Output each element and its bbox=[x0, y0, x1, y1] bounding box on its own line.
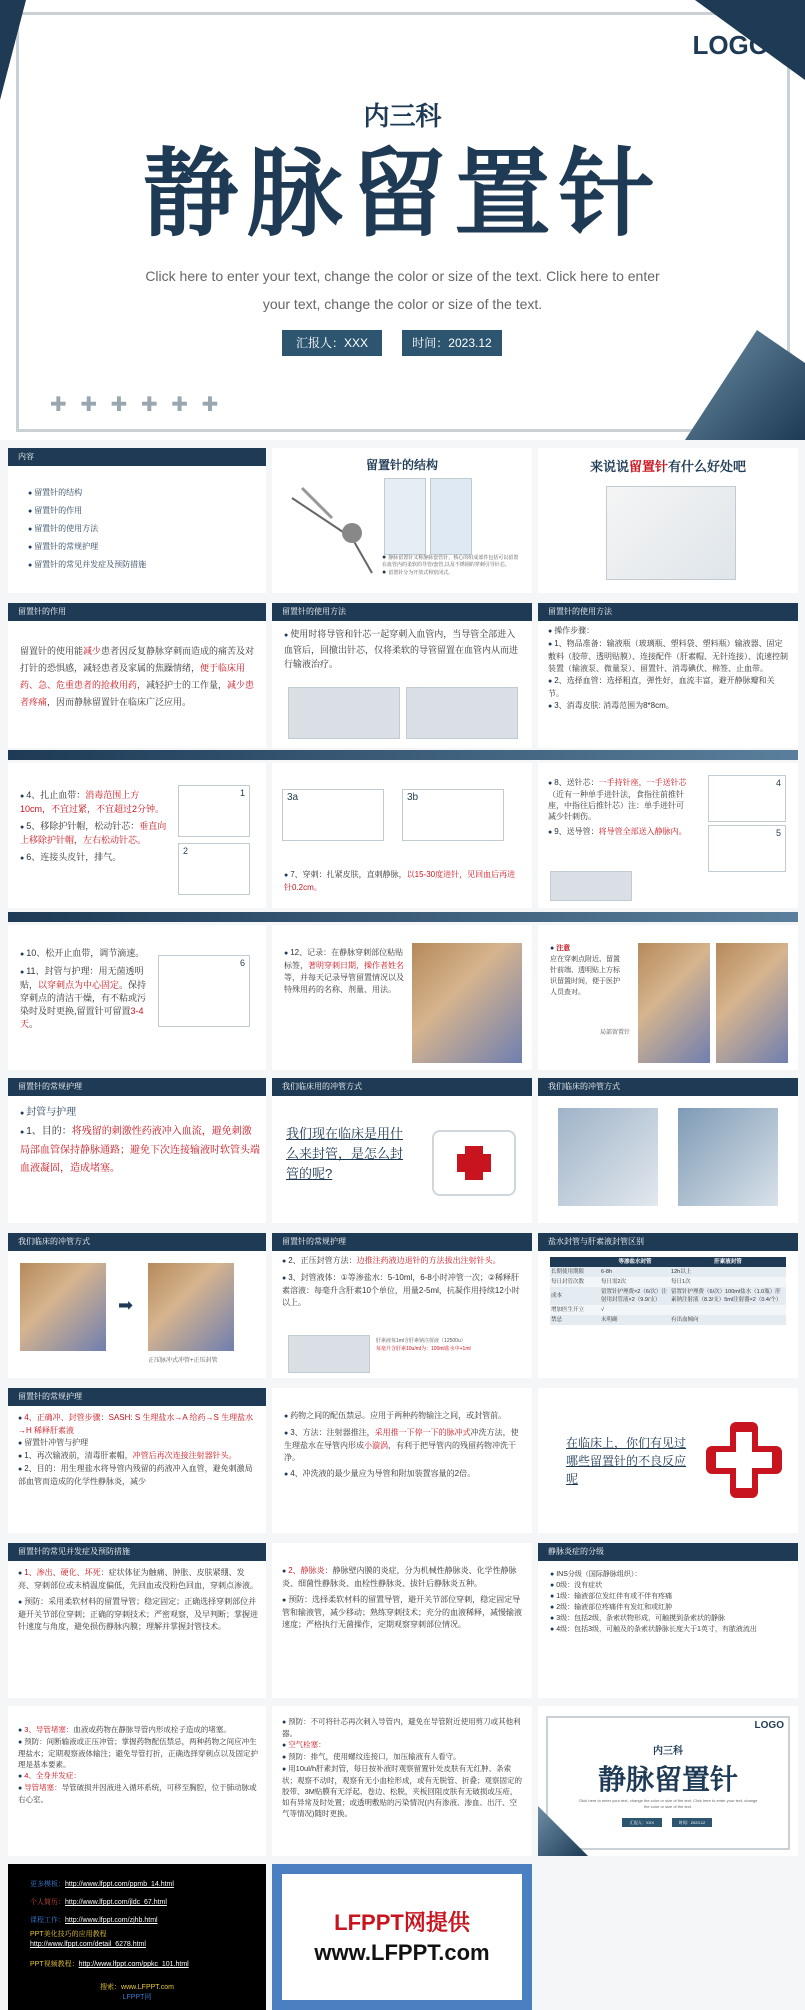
table-cell: 留置针护理费×2（6/次）注射用封管液×2（9.9/支） bbox=[601, 1289, 667, 1303]
grade-item: ● 4级：包括3级，可触及的条索状静脉长度大于1英寸，有脓液流出 bbox=[550, 1624, 790, 1635]
arm-photo bbox=[638, 943, 710, 1063]
slide-title bbox=[538, 456, 798, 475]
step-highlight: 以15-30度进针，见回血后再进针0.2cm。 bbox=[284, 870, 516, 892]
slide-header: 留置针的使用方法 bbox=[272, 603, 532, 621]
complication-title: 1、渗出、硬化、坏死： bbox=[24, 1568, 109, 1577]
cover-subtitle: Click here to enter your text, change the color or size of the text. Click here to enter your text, change the color or size of the text. bbox=[145, 268, 660, 312]
link-item[interactable]: PPT美化技巧的应用教程 http://www.lfppt.com/detail_6278.html bbox=[30, 1930, 260, 1950]
slide-complications-4 bbox=[272, 1706, 532, 1856]
step-illustration bbox=[282, 789, 384, 841]
care-text-line: ● 4、冲洗液的最少量应为导管和附加装置容量的2倍。 bbox=[284, 1468, 522, 1481]
step-illustration bbox=[708, 775, 786, 822]
step-illustration bbox=[708, 825, 786, 872]
slide-brand bbox=[272, 1864, 532, 2010]
note-text: ● 留置针分为开放式和密闭式。 bbox=[382, 569, 522, 577]
care-label: 2、正压封管方法： bbox=[288, 1256, 357, 1265]
plus-decoration: ✚ ✚ ✚ ✚ ✚ ✚ bbox=[50, 394, 223, 416]
catheter-photo bbox=[430, 478, 472, 555]
slide-flush-2 bbox=[8, 1233, 266, 1378]
complication-title: 2、静脉炎： bbox=[288, 1566, 333, 1575]
step-number: 1 bbox=[239, 788, 245, 798]
care-text bbox=[20, 1104, 260, 1178]
slide-step-10 bbox=[8, 925, 266, 1070]
care-text bbox=[284, 1410, 522, 1481]
slide-step-7 bbox=[272, 763, 532, 908]
grade-item: ● 2级：输液部位疼痛伴有发红和或红肿 bbox=[550, 1602, 790, 1613]
link-item[interactable]: 课程工作：http://www.lfppt.com/zjhb.html bbox=[30, 1917, 158, 1924]
step-label: ● 10、松开止血带，调节滴速。 bbox=[20, 947, 150, 961]
step-highlight: 以穿刺点为中心固定 bbox=[38, 980, 120, 990]
grade-item: ● 0级：没有症状 bbox=[550, 1580, 790, 1591]
step-12 bbox=[284, 947, 404, 996]
slide-header: 我们临床的冲管方式 bbox=[538, 1078, 798, 1096]
text-highlight: 减少 bbox=[83, 646, 102, 656]
logo: LOGO bbox=[754, 1720, 784, 1731]
care-subtitle: ● 留置针冲管与护理 bbox=[18, 1437, 258, 1450]
care-highlight: 将残留的刺激性药液冲入血流，避免刺激局部血管保持静脉通路；避免下次连接输液时软管头端血液凝固，造成堵塞。 bbox=[20, 1126, 260, 1174]
cover-slide bbox=[0, 0, 805, 440]
slide-flush-question bbox=[272, 1078, 532, 1223]
step-label: （近有一种单手进针法，食指往前推针座，中指往后推针芯）注：单手进针可减少针刺伤。 bbox=[548, 790, 684, 821]
link-item[interactable]: 更多模板：http://www.lfppt.com/ppmb_14.html bbox=[30, 1881, 174, 1888]
care-text-line: ● 2、目的：用生理盐水将导管内残留的药液冲入血管，避免刺激局部血管而造成的化学性静脉炎，减少 bbox=[18, 1463, 258, 1488]
care-highlight: 边推注药液边退针的方法拔出注射针头。 bbox=[356, 1256, 501, 1265]
step-label: 8、送针芯： bbox=[554, 778, 599, 787]
flush-question: 我们现在临床是用什么来封管，是怎么封管的呢? bbox=[286, 1126, 404, 1181]
syringe-photo bbox=[288, 1335, 370, 1373]
complication-text bbox=[18, 1724, 258, 1805]
slide-header: 留置针的使用方法 bbox=[538, 603, 798, 621]
grading-list bbox=[550, 1569, 790, 1635]
complication-desc: 血液或药物在静脉导管内形成栓子造成的堵塞。 bbox=[73, 1725, 231, 1734]
slide-structure bbox=[272, 448, 532, 593]
complication-text bbox=[282, 1565, 524, 1631]
step-number: 3b bbox=[407, 792, 419, 803]
slide-header: 内容 bbox=[8, 448, 266, 466]
table-cell bbox=[670, 1305, 786, 1315]
time-badge: 时间：2023.12 bbox=[402, 330, 502, 356]
toc-item: ● 留置针的作用 bbox=[28, 502, 146, 520]
slide-header: 我们临床的冲管方式 bbox=[8, 1233, 266, 1251]
step-number: 4 bbox=[775, 778, 781, 788]
slide-table bbox=[538, 1233, 798, 1378]
logo: LOGO bbox=[692, 30, 769, 60]
title-highlight: 留置针 bbox=[628, 459, 668, 474]
complication-title: ● 4、全身并发症： bbox=[18, 1770, 258, 1782]
step-illustration bbox=[178, 843, 250, 895]
step-number: 2 bbox=[183, 846, 189, 856]
department-label: 内三科 bbox=[653, 1746, 683, 1757]
table-cell: 未明确 bbox=[601, 1317, 618, 1323]
table-header-row bbox=[550, 1257, 786, 1267]
arm-photo bbox=[20, 1263, 106, 1351]
slide-step-8 bbox=[538, 763, 798, 908]
column-header: 肝素液封管 bbox=[714, 1259, 742, 1265]
step-8 bbox=[548, 777, 688, 838]
search-link[interactable]: 搜索：www.LFPPT.com bbox=[100, 1984, 174, 1991]
step-label: 5、移除护针帽，松动针芯： bbox=[26, 821, 140, 831]
care-label: ，有利于把导管内的残留药物冲洗干净。 bbox=[284, 1441, 516, 1462]
link-list bbox=[30, 1876, 260, 1974]
step-highlight: 将导管全部送入静脉内。 bbox=[598, 827, 687, 836]
slide-note bbox=[538, 925, 798, 1070]
care-subtitle: ● 封管与护理 bbox=[20, 1104, 260, 1123]
caption-line: 每毫升含肝素10u/ml为：100ml盐水中+1ml bbox=[376, 1346, 471, 1352]
table-cell: 每日需2次 bbox=[601, 1279, 627, 1285]
step-illustration bbox=[402, 789, 504, 841]
grade-item: ● INS分级（国际静脉组织）： bbox=[550, 1569, 790, 1580]
function-text bbox=[20, 643, 255, 711]
link-item[interactable]: PPT视频教程：http://www.lfppt.com/ppkc_101.html bbox=[30, 1961, 189, 1968]
step-highlight: 消毒范围上方10cm，不宜过紧，不宜超过2分钟。 bbox=[20, 790, 165, 814]
slide-header: 留置针的常规护理 bbox=[8, 1388, 266, 1406]
step-10 bbox=[20, 947, 150, 1031]
step-illustration bbox=[158, 955, 250, 1027]
slide-care-3 bbox=[8, 1388, 266, 1533]
slide-header: 我们临床用的冲管方式 bbox=[272, 1078, 532, 1096]
time-badge: 时间：2023.12 bbox=[672, 1818, 712, 1827]
step-4 bbox=[20, 789, 170, 865]
step-highlight: 著明穿刺日期，操作者姓名 bbox=[308, 961, 404, 970]
complication-title: ● 空气栓塞： bbox=[282, 1739, 524, 1751]
slide-benefits bbox=[538, 448, 798, 593]
slide-usage-2 bbox=[538, 603, 798, 748]
slide-flush-image bbox=[538, 1078, 798, 1223]
step-number: 6 bbox=[239, 958, 245, 968]
step-label: 4、扎止血带： bbox=[26, 790, 86, 800]
toc-item: ● 留置针的常见并发症及预防措施 bbox=[28, 556, 146, 574]
slide-links bbox=[8, 1864, 266, 2010]
table-cell: 留置针护理费（6/次）100ml盐水（1.0瓶）肝素钠注射液（8.3/支）5ml注射器×2（0.4/个） bbox=[671, 1289, 782, 1303]
care-text-line: ● 药物之间的配伍禁忌。应用于两种药物输注之间，或封管前。 bbox=[284, 1410, 522, 1423]
step-illustration bbox=[178, 785, 250, 837]
comparison-table bbox=[550, 1257, 786, 1325]
slide-header: 留置针的常规护理 bbox=[8, 1078, 266, 1096]
title-part: 有什么好处吧 bbox=[668, 459, 747, 474]
red-cross-icon bbox=[706, 1422, 782, 1498]
complication-prevent: ● 预防：不可将针芯再次刺入导管内，避免在导管附近使用剪刀或其他利器。 bbox=[282, 1716, 524, 1739]
toc-list bbox=[28, 484, 146, 574]
table-cell: 禁忌 bbox=[551, 1317, 563, 1323]
table-cell: 成本 bbox=[551, 1293, 563, 1299]
slide-usage-1 bbox=[272, 603, 532, 748]
step-label: 等，并每天记录导管留置情况以及特殊用药的名称、剂量、用法。 bbox=[284, 973, 404, 994]
text-highlight: 便于临床用药、急、危重患者的抢救用药， bbox=[20, 663, 246, 690]
column-header bbox=[550, 1257, 600, 1267]
table-row bbox=[550, 1315, 786, 1325]
text-run: 患者因反复静脉穿刺而造成的痛苦及对打针的恐惧感，减轻患者及家属的焦躁情绪， bbox=[20, 646, 255, 673]
catheter-package-photo bbox=[606, 486, 736, 580]
complication-text bbox=[282, 1716, 524, 1819]
note-block bbox=[550, 943, 620, 998]
step-number: 5 bbox=[775, 828, 781, 838]
slide-complications bbox=[8, 1543, 266, 1698]
text-run: 留置针的使用能 bbox=[20, 646, 84, 656]
text-run: 减轻护士的工作量， bbox=[146, 680, 228, 690]
care-highlight: 小漩涡 bbox=[364, 1441, 388, 1450]
complication-desc: 静脉壁内膜的炎症，分为机械性静脉炎、化学性静脉炎、细菌性静脉炎、血栓性静脉炎、拔针后静脉炎五种。 bbox=[282, 1566, 517, 1588]
table-cell: √ bbox=[601, 1307, 605, 1313]
note-label: 局部留置针 bbox=[600, 1030, 631, 1036]
caption-line: 肝素液每1ml含肝素钠注射液（12500u） bbox=[376, 1338, 466, 1344]
table-cell: 每日封管次数 bbox=[551, 1279, 585, 1285]
complication-title: 导管堵塞： bbox=[24, 1783, 62, 1792]
table-cell: 有出血倾向 bbox=[671, 1317, 699, 1323]
table-cell: 长期使用期限 bbox=[551, 1269, 585, 1275]
slide-header: 静脉炎症的分级 bbox=[538, 1543, 798, 1561]
step-label: ● 6、连接头皮针，排气。 bbox=[20, 851, 170, 865]
complication-prevent: ● 预防：间断输液或正压冲管；掌握药物配伍禁忌，两种药物之间应冲生理盐水；定期观察液体输注；避免导管打折，正确选择穿刺点以及固定护理是基本要素。 bbox=[18, 1736, 258, 1770]
care-text bbox=[282, 1255, 524, 1309]
table-row bbox=[550, 1277, 786, 1287]
usage-steps bbox=[548, 625, 790, 713]
step-label: 12、记录：在静脉穿刺部位粘贴标签， bbox=[284, 948, 404, 970]
slide-care bbox=[8, 1078, 266, 1223]
care-highlight: 冲管后再次连接注射器针头。 bbox=[132, 1451, 237, 1460]
brand-panel bbox=[282, 1874, 522, 2000]
care-text bbox=[18, 1412, 258, 1488]
department-label: 内三科 bbox=[363, 101, 442, 131]
grade-item: ● 1级：输液部位发红伴有或不伴有疼痛 bbox=[550, 1591, 790, 1602]
step-text: ● 1、物品准备：输液瓶（玻璃瓶、塑料袋、塑料瓶）输液器、固定敷料（胶带、透明贴膜）、连接配件（肝素帽、无针连接）、流速控制装置（输液泵、微量泵）、留置针、消毒碘伏、棉签、止血带。 bbox=[548, 638, 790, 675]
slide-step-4 bbox=[8, 763, 266, 908]
note-title: ● 注意 bbox=[550, 943, 620, 954]
first-aid-kit-icon bbox=[432, 1130, 516, 1196]
slide-step-12 bbox=[272, 925, 532, 1070]
end-title: 静脉留置针 bbox=[597, 1764, 738, 1795]
care-label: 冲洗方法，使生理盐水在导管内形成 bbox=[284, 1428, 519, 1450]
slide-title: 留置针的结构 bbox=[365, 458, 438, 472]
divider-band bbox=[8, 912, 798, 922]
slide-end bbox=[538, 1706, 798, 1856]
table-cell: 每日1次 bbox=[671, 1279, 691, 1285]
slide-care-4 bbox=[272, 1388, 532, 1533]
care-highlight: 采用推一下停一下的脉冲式 bbox=[374, 1428, 471, 1437]
step-text: ● 3、消毒皮肤: 消毒范围为8*8cm。 bbox=[548, 700, 790, 713]
syringe-caption bbox=[376, 1337, 526, 1353]
slide-header: 盐水封管与肝素液封管区别 bbox=[538, 1233, 798, 1251]
step-label: 11、封管与护理：用无菌透明贴， bbox=[20, 966, 144, 990]
care-label: 1、目的： bbox=[26, 1126, 72, 1137]
slide-complications-2 bbox=[272, 1543, 532, 1698]
end-subtitle: Click here to enter your text, change the color or size of the text. Click here to enter your text, change the color or size of the text. bbox=[578, 1798, 758, 1809]
complication-prevent: ● 预防：选择柔软材料的留置导管，避开关节部位穿刺，稳定固定导管和输液管，减少移动；熟练穿刺技术；充分的血液稀释，减慢输液速度；严格执行无菌操作，定期观察穿刺部位情况。 bbox=[282, 1594, 524, 1631]
catheter-diagram bbox=[282, 478, 382, 583]
link-item[interactable]: 个人简历：http://www.lfppt.com/jldc_67.html bbox=[30, 1899, 167, 1906]
arm-photo bbox=[716, 943, 788, 1063]
flush-photo bbox=[678, 1108, 778, 1206]
complication-prevent: ● 预防：采用柔软材料的留置导管；稳定固定；正确选择穿刺部位并避开关节部位穿刺；正确的穿刺技术；严密观察，及早判断；掌握进针速度与角度，避免损伤静脉内膜；理解并掌握封管技术。 bbox=[18, 1596, 258, 1633]
step-text: ● 2、选择血管：选择粗直，弹性好，血流丰富，避开静脉瓣和关节。 bbox=[548, 675, 790, 700]
complication-title: 3、导管堵塞： bbox=[24, 1725, 74, 1734]
column-header: 等渗盐水封管 bbox=[618, 1259, 652, 1265]
complication-text bbox=[18, 1567, 258, 1633]
slide-header: 留置针的常见并发症及预防措施 bbox=[8, 1543, 266, 1561]
arm-photo bbox=[412, 943, 522, 1063]
table-row bbox=[550, 1305, 786, 1315]
care-highlight: ● 4、正确冲、封管步骤：SASH: S 生理盐水→A 给药→S 生理盐水→H 稀释肝素液 bbox=[18, 1412, 258, 1437]
step-7 bbox=[284, 869, 520, 894]
complication-prevent: ● 用10ul/h肝素封管，每日按补液时观察留置针处皮肤有无红肿、条索状；观察不动时，观察有无小血栓形成，或有无脱管、折叠；观察固定的胶带、3M贴膜有无浮起、卷边、松脱，夹板回阻皮肤有无破损或压疮，如有异常及时处置；或透明敷贴的污染情况(内有渗液、渗血、出汗、空气等情况)随时更换。 bbox=[282, 1763, 524, 1819]
slide-toc bbox=[8, 448, 266, 593]
slide-header: 留置针的常规护理 bbox=[272, 1233, 532, 1251]
step-label: 9、送导管： bbox=[554, 827, 599, 836]
brand-line-1: LFPPT网提供 bbox=[334, 1910, 470, 1935]
brand-line-2[interactable]: www.LFPPT.com bbox=[314, 1940, 490, 1965]
link-title: PPT美化技巧的应用教程 bbox=[30, 1931, 107, 1938]
structure-note bbox=[382, 554, 522, 577]
toc-item: ● 留置针的结构 bbox=[28, 484, 146, 502]
table-cell: 6-8h bbox=[601, 1269, 613, 1275]
reporter-badge: 汇报人：XXX bbox=[282, 330, 382, 356]
step-highlight: 垂直向上移除护针帽，左右松动针芯。 bbox=[20, 821, 167, 845]
note-text: ● 静脉留置针又称静脉套管针，核心的组成部件包括可以留置在血管内的柔软的导管/套管,以及不锈钢的穿刺引导针芯。 bbox=[382, 554, 522, 569]
step-highlight: 3-4天 bbox=[20, 1006, 144, 1029]
catheter-photo bbox=[384, 478, 426, 555]
cover-title: 静脉留置针 bbox=[142, 141, 663, 248]
catheter-photo bbox=[550, 871, 632, 901]
arrow-right-icon: ➡ bbox=[118, 1295, 134, 1315]
step-label: 。保持穿刺点的清洁干燥，有不粘或污染时及时更换,留置针可留置 bbox=[20, 980, 147, 1016]
note-text: 应在穿刺点附近、留置针前端、透明贴上方标识留置时间，便于医护人员查对。 bbox=[550, 956, 620, 996]
toc-item: ● 留置针的常规护理 bbox=[28, 538, 146, 556]
care-text-line: ● 3、封管液体：①等渗盐水：5-10ml，6-8小时冲管一次；②稀释肝素溶液：每毫升含肝素10个单位，用量2-5ml，抗凝作用持续12小时以上。 bbox=[282, 1272, 524, 1309]
complication-desc: 症状体征为触痛、肿胀、皮肤紧绷、发亮、穿刺部位或末梢温度偏低，先回血或没粉色回血，穿刺点渗液。 bbox=[18, 1568, 258, 1590]
catheter-photo bbox=[406, 687, 518, 739]
usage-text: ● 使用时将导管和针芯一起穿刺入血管内，当导管全部进入血管后，回撤出针芯，仅将柔软的导管留置在血管内从而进行输液治疗。 bbox=[284, 627, 524, 671]
toc-item: ● 留置针的使用方法 bbox=[28, 520, 146, 538]
slide-header: 留置针的作用 bbox=[8, 603, 266, 621]
grade-item: ● 3级：包括2级，条索状物形成，可触摸到条索状的静脉 bbox=[550, 1613, 790, 1624]
step-number: 3a bbox=[287, 792, 299, 803]
care-label: 3、方法：注射器推注， bbox=[290, 1428, 375, 1437]
text-highlight: 减少患者疼痛 bbox=[20, 680, 255, 707]
adverse-question: 在临床上，你们有见过哪些留置针的不良反应呢 bbox=[566, 1436, 687, 1486]
care-label: 1、再次输液前，清毒肝素帽， bbox=[24, 1451, 133, 1460]
table-row bbox=[550, 1287, 786, 1305]
slide-complications-3 bbox=[8, 1706, 266, 1856]
slide-grading bbox=[538, 1543, 798, 1698]
complication-desc: 导管破损并因液进入循环系统，可移至胸腔，位于肺动脉或右心室。 bbox=[18, 1783, 257, 1804]
step-highlight: 一手持针座，一手送针芯 bbox=[598, 778, 687, 787]
catheter-photo bbox=[288, 687, 400, 739]
slide-adverse bbox=[538, 1388, 798, 1533]
brand-name: LFPPT网 bbox=[122, 1994, 152, 2001]
table-row bbox=[550, 1267, 786, 1277]
flush-photo bbox=[558, 1108, 658, 1206]
table-cell: 12h以上 bbox=[671, 1269, 692, 1275]
slide-function bbox=[8, 603, 266, 748]
divider-band bbox=[8, 750, 798, 760]
complication-prevent: ● 预防：排气，使用螺纹连接口，加压输液有人看守。 bbox=[282, 1751, 524, 1763]
title-part: 来说说 bbox=[589, 459, 629, 474]
arm-photo bbox=[148, 1263, 234, 1351]
flush-caption: 正压脉冲式冲管+正压封管 bbox=[148, 1358, 218, 1364]
step-label: 。 bbox=[29, 1019, 39, 1029]
step-text: ● 操作步骤： bbox=[548, 625, 790, 638]
text-run: ，因而静脉留置针在临床广泛应用。 bbox=[47, 697, 192, 707]
slide-care-2 bbox=[272, 1233, 532, 1378]
step-label: 7、穿刺：扎紧皮肤，直刺静脉， bbox=[290, 870, 407, 879]
reporter-badge: 汇报人：XXX bbox=[622, 1818, 662, 1827]
table-cell: 增加医生开立 bbox=[551, 1307, 585, 1313]
